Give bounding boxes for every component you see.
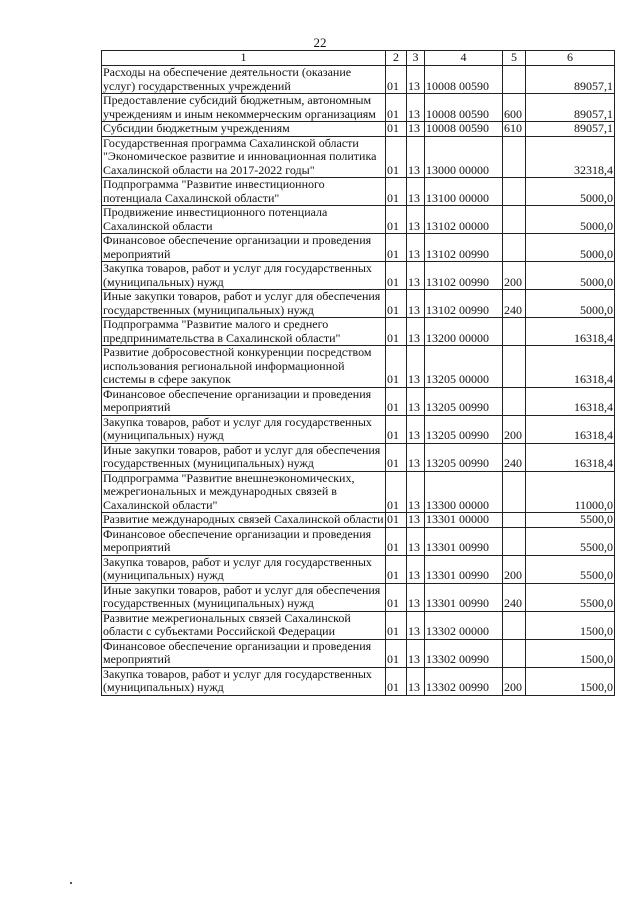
cell-section: 01 <box>386 611 407 639</box>
cell-name: Расходы на обеспечение деятельности (оказание услуг) государственных учреждений <box>102 66 386 94</box>
cell-expense-type <box>503 136 526 178</box>
cell-section: 01 <box>386 667 407 695</box>
cell-amount: 89057,1 <box>526 122 615 137</box>
cell-subsection: 13 <box>407 471 425 513</box>
cell-expense-type: 600 <box>503 94 526 122</box>
cell-amount: 16318,4 <box>526 415 615 443</box>
table-row <box>102 94 615 122</box>
table-row <box>102 387 615 415</box>
cell-amount: 5000,0 <box>526 178 615 206</box>
cell-amount: 16318,4 <box>526 387 615 415</box>
table-row <box>102 611 615 639</box>
cell-expense-type <box>503 234 526 262</box>
cell-amount: 11000,0 <box>526 471 615 513</box>
cell-expense-type <box>503 66 526 94</box>
cell-expense-type <box>503 318 526 346</box>
cell-subsection: 13 <box>407 513 425 528</box>
cell-amount: 1500,0 <box>526 667 615 695</box>
cell-subsection: 13 <box>407 611 425 639</box>
cell-subsection: 13 <box>407 290 425 318</box>
cell-name: Субсидии бюджетным учреждениям <box>102 122 386 137</box>
cell-name: Закупка товаров, работ и услуг для государственных (муниципальных) нужд <box>102 667 386 695</box>
cell-expense-type <box>503 387 526 415</box>
cell-amount: 16318,4 <box>526 346 615 388</box>
cell-expense-type <box>503 346 526 388</box>
cell-amount: 5000,0 <box>526 262 615 290</box>
cell-subsection: 13 <box>407 136 425 178</box>
cell-amount: 5000,0 <box>526 234 615 262</box>
cell-target-item: 13100 00000 <box>425 178 503 206</box>
budget-table <box>101 50 615 696</box>
cell-section: 01 <box>386 443 407 471</box>
cell-subsection: 13 <box>407 443 425 471</box>
cell-target-item: 13102 00990 <box>425 290 503 318</box>
cell-target-item: 10008 00590 <box>425 66 503 94</box>
header-cell-target-item: 4 <box>425 51 503 66</box>
cell-name: Подпрограмма "Развитие внешнеэкономических, межрегиональных и международных связей в Сахалинской области" <box>102 471 386 513</box>
cell-subsection: 13 <box>407 66 425 94</box>
cell-section: 01 <box>386 639 407 667</box>
cell-name: Закупка товаров, работ и услуг для государственных (муниципальных) нужд <box>102 415 386 443</box>
table-header-row <box>102 51 615 66</box>
cell-section: 01 <box>386 583 407 611</box>
cell-name: Продвижение инвестиционного потенциала Сахалинской области <box>102 206 386 234</box>
cell-target-item: 13302 00990 <box>425 667 503 695</box>
cell-name: Иные закупки товаров, работ и услуг для обеспечения государственных (муниципальных) нужд <box>102 583 386 611</box>
cell-section: 01 <box>386 527 407 555</box>
cell-section: 01 <box>386 318 407 346</box>
cell-target-item: 13205 00990 <box>425 415 503 443</box>
table-row <box>102 262 615 290</box>
cell-section: 01 <box>386 471 407 513</box>
cell-section: 01 <box>386 94 407 122</box>
cell-name: Иные закупки товаров, работ и услуг для обеспечения государственных (муниципальных) нужд <box>102 443 386 471</box>
cell-expense-type: 200 <box>503 667 526 695</box>
cell-target-item: 13302 00990 <box>425 639 503 667</box>
cell-amount: 1500,0 <box>526 611 615 639</box>
cell-subsection: 13 <box>407 234 425 262</box>
cell-name: Развитие международных связей Сахалинской области <box>103 512 384 526</box>
cell-expense-type: 610 <box>503 122 526 137</box>
cell-name: Финансовое обеспечение организации и проведения мероприятий <box>102 387 386 415</box>
cell-section: 01 <box>386 262 407 290</box>
cell-section: 01 <box>386 136 407 178</box>
cell-name: Предоставление субсидий бюджетным, автономным учреждениям и иным некоммерческим организациям <box>102 94 386 122</box>
cell-expense-type <box>503 639 526 667</box>
cell-expense-type <box>503 471 526 513</box>
cell-name: Закупка товаров, работ и услуг для государственных (муниципальных) нужд <box>102 262 386 290</box>
cell-amount: 89057,1 <box>526 66 615 94</box>
cell-subsection: 13 <box>407 122 425 137</box>
table-row <box>102 639 615 667</box>
cell-section: 01 <box>386 555 407 583</box>
cell-target-item: 13102 00990 <box>425 262 503 290</box>
table-row <box>102 346 615 388</box>
cell-section: 01 <box>386 206 407 234</box>
cell-section: 01 <box>386 178 407 206</box>
cell-amount: 16318,4 <box>526 318 615 346</box>
cell-amount: 5000,0 <box>526 206 615 234</box>
table-row <box>102 471 615 513</box>
cell-target-item: 13205 00000 <box>425 346 503 388</box>
table-row <box>102 318 615 346</box>
table-row <box>102 66 615 94</box>
cell-name: Развитие добросовестной конкуренции посредством использования региональной информационной системы в сфере закупок <box>102 346 386 388</box>
cell-section: 01 <box>386 415 407 443</box>
cell-subsection: 13 <box>407 415 425 443</box>
cell-subsection: 13 <box>407 94 425 122</box>
cell-target-item: 13301 00990 <box>425 583 503 611</box>
cell-subsection: 13 <box>407 667 425 695</box>
cell-target-item: 13302 00000 <box>425 611 503 639</box>
cell-target-item: 13301 00000 <box>425 513 503 528</box>
page-number: 22 <box>313 35 327 50</box>
table-row <box>102 583 615 611</box>
table-row <box>102 136 615 178</box>
cell-expense-type: 200 <box>503 262 526 290</box>
table-row <box>102 415 615 443</box>
cell-expense-type <box>503 206 526 234</box>
header-cell-section: 2 <box>386 51 407 66</box>
cell-amount: 5500,0 <box>526 583 615 611</box>
cell-expense-type: 200 <box>503 555 526 583</box>
cell-amount: 5000,0 <box>526 290 615 318</box>
cell-expense-type: 240 <box>503 443 526 471</box>
cell-amount: 16318,4 <box>526 443 615 471</box>
cell-section: 01 <box>386 387 407 415</box>
cell-target-item: 13000 00000 <box>425 136 503 178</box>
cell-section: 01 <box>386 290 407 318</box>
cell-expense-type: 240 <box>503 290 526 318</box>
cell-name: Развитие межрегиональных связей Сахалинской области с субъектами Российской Федерации <box>102 611 386 639</box>
cell-expense-type <box>503 527 526 555</box>
cell-subsection: 13 <box>407 318 425 346</box>
scan-speck <box>70 882 72 884</box>
cell-amount: 5500,0 <box>526 527 615 555</box>
cell-expense-type <box>503 178 526 206</box>
cell-expense-type <box>503 513 526 528</box>
cell-section: 01 <box>386 513 407 528</box>
cell-name: Финансовое обеспечение организации и проведения мероприятий <box>102 639 386 667</box>
table-row <box>102 527 615 555</box>
header-cell-expense-type: 5 <box>503 51 526 66</box>
table-row <box>102 234 615 262</box>
cell-subsection: 13 <box>407 555 425 583</box>
cell-expense-type: 240 <box>503 583 526 611</box>
cell-target-item: 13301 00990 <box>425 527 503 555</box>
table-row <box>102 555 615 583</box>
header-cell-name: 1 <box>102 51 386 66</box>
cell-name: Финансовое обеспечение организации и проведения мероприятий <box>102 527 386 555</box>
header-cell-amount: 6 <box>526 51 615 66</box>
cell-target-item: 13301 00990 <box>425 555 503 583</box>
cell-amount: 5500,0 <box>526 513 615 528</box>
cell-section: 01 <box>386 66 407 94</box>
cell-subsection: 13 <box>407 178 425 206</box>
cell-expense-type <box>503 611 526 639</box>
cell-target-item: 13102 00990 <box>425 234 503 262</box>
cell-target-item: 13300 00000 <box>425 471 503 513</box>
table-row <box>102 513 615 528</box>
cell-amount: 5500,0 <box>526 555 615 583</box>
cell-name: Финансовое обеспечение организации и проведения мероприятий <box>102 234 386 262</box>
table-row <box>102 290 615 318</box>
cell-target-item: 10008 00590 <box>425 94 503 122</box>
cell-amount: 89057,1 <box>526 94 615 122</box>
table-row <box>102 443 615 471</box>
cell-name: Подпрограмма "Развитие инвестиционного потенциала Сахалинской области" <box>102 178 386 206</box>
cell-expense-type: 200 <box>503 415 526 443</box>
cell-target-item: 13200 00000 <box>425 318 503 346</box>
header-cell-subsection: 3 <box>407 51 425 66</box>
cell-subsection: 13 <box>407 206 425 234</box>
cell-subsection: 13 <box>407 527 425 555</box>
cell-name: Закупка товаров, работ и услуг для государственных (муниципальных) нужд <box>102 555 386 583</box>
cell-name: Государственная программа Сахалинской области "Экономическое развитие и инновационная политика Сахалинской области на 2017-2022 годы" <box>102 136 386 178</box>
cell-section: 01 <box>386 346 407 388</box>
cell-amount: 32318,4 <box>526 136 615 178</box>
cell-subsection: 13 <box>407 346 425 388</box>
cell-target-item: 13205 00990 <box>425 387 503 415</box>
cell-target-item: 13205 00990 <box>425 443 503 471</box>
table-row <box>102 667 615 695</box>
cell-name: Иные закупки товаров, работ и услуг для обеспечения государственных (муниципальных) нужд <box>102 290 386 318</box>
table-row <box>102 122 615 137</box>
cell-name: Подпрограмма "Развитие малого и среднего предпринимательства в Сахалинской области" <box>102 318 386 346</box>
cell-section: 01 <box>386 122 407 137</box>
cell-target-item: 13102 00000 <box>425 206 503 234</box>
cell-amount: 1500,0 <box>526 639 615 667</box>
cell-target-item: 10008 00590 <box>425 122 503 137</box>
cell-subsection: 13 <box>407 387 425 415</box>
cell-subsection: 13 <box>407 583 425 611</box>
cell-subsection: 13 <box>407 262 425 290</box>
cell-subsection: 13 <box>407 639 425 667</box>
cell-section: 01 <box>386 234 407 262</box>
table-row <box>102 206 615 234</box>
table-row <box>102 178 615 206</box>
